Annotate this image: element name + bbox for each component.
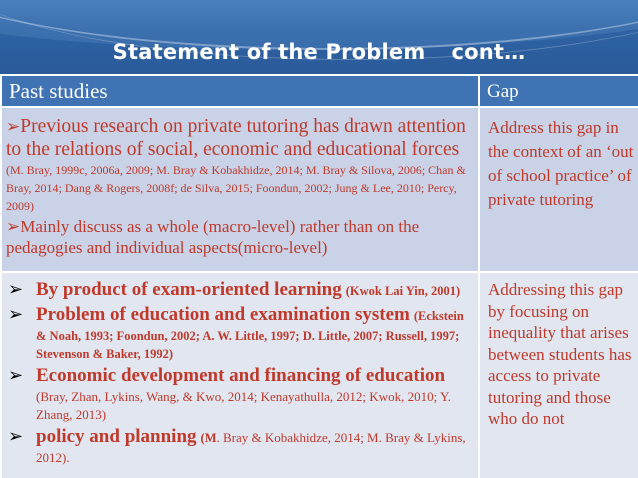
problem-table	[0, 74, 638, 478]
arrow-bullet-icon: ➢	[8, 365, 24, 386]
title-banner	[0, 0, 638, 74]
list-item	[6, 364, 470, 424]
list-item	[6, 303, 470, 363]
arrow-bullet-icon: ➢	[8, 279, 24, 300]
paragraph-2	[6, 216, 474, 258]
paragraph-1-lead: Previous research on private tutoring has drawn attention to the relations of social, economic and educational forces	[6, 116, 466, 160]
slide-title	[0, 40, 638, 64]
slide-title-suffix: cont…	[451, 40, 526, 64]
gap-cell: Addressing this gap by focusing on inequality that arises between students has access to private tutoring and those who do not	[479, 272, 638, 478]
item-lead: By product of exam-oriented learning	[36, 279, 342, 300]
arrow-bullet-icon: ➢	[6, 217, 21, 237]
item-lead: Economic development and financing of education	[36, 365, 446, 386]
item-citation: (Bray, Zhan, Lykins, Wang, & Kwo, 2014; Kenayathulla, 2012; Kwok, 2010; Y. Zhang, 2013)	[36, 389, 451, 422]
arrow-bullet-icon: ➢	[8, 426, 24, 447]
paragraph-2-text: Mainly discuss as a whole (macro-level) rather than on the pedagogies and individual aspects(micro-level)	[6, 217, 420, 257]
arrow-bullet-icon: ➢	[8, 304, 24, 325]
past-studies-cell	[1, 107, 479, 272]
header-gap: Gap	[479, 75, 638, 107]
list-item	[6, 425, 470, 467]
item-lead: policy and planning	[36, 426, 197, 447]
arrow-bullet-icon: ➢	[6, 117, 21, 137]
item-citation: (Kwok Lai Yin, 2001)	[345, 284, 461, 298]
item-citation: . Bray & Kobakhidze, 2014; M. Bray & Lykins, 2012).	[36, 430, 466, 465]
table-header-row	[1, 75, 638, 107]
past-studies-cell	[1, 272, 479, 478]
item-lead: Problem of education and examination system	[36, 304, 410, 325]
paragraph-1-citation: (M. Bray, 1999c, 2006a, 2009; M. Bray & Kobakhidze, 2014; M. Bray & Silova, 2006; Chan & Bray, 2014; Dang & Rogers, 2008f; de Silva, 2015; Foondun, 2002; Jung & Lee, 2010; Percy, 2009)	[6, 163, 466, 213]
item-citation: (Eckstein & Noah, 1993; Foondun, 2002; A. W. Little, 1997; D. Little, 2007; Russell, 1997; Stevenson & Baker, 1992)	[36, 309, 464, 361]
table-row	[1, 272, 638, 478]
gap-cell: Address this gap in the context of an ‘out of school practice’ of private tutoring	[479, 107, 638, 272]
slide-title-text: Statement of the Problem	[112, 40, 426, 64]
list-item	[6, 278, 470, 302]
table-row	[1, 107, 638, 272]
header-past-studies: Past studies	[1, 75, 479, 107]
item-citation-bold: (M	[200, 431, 217, 445]
paragraph-1	[6, 115, 474, 215]
